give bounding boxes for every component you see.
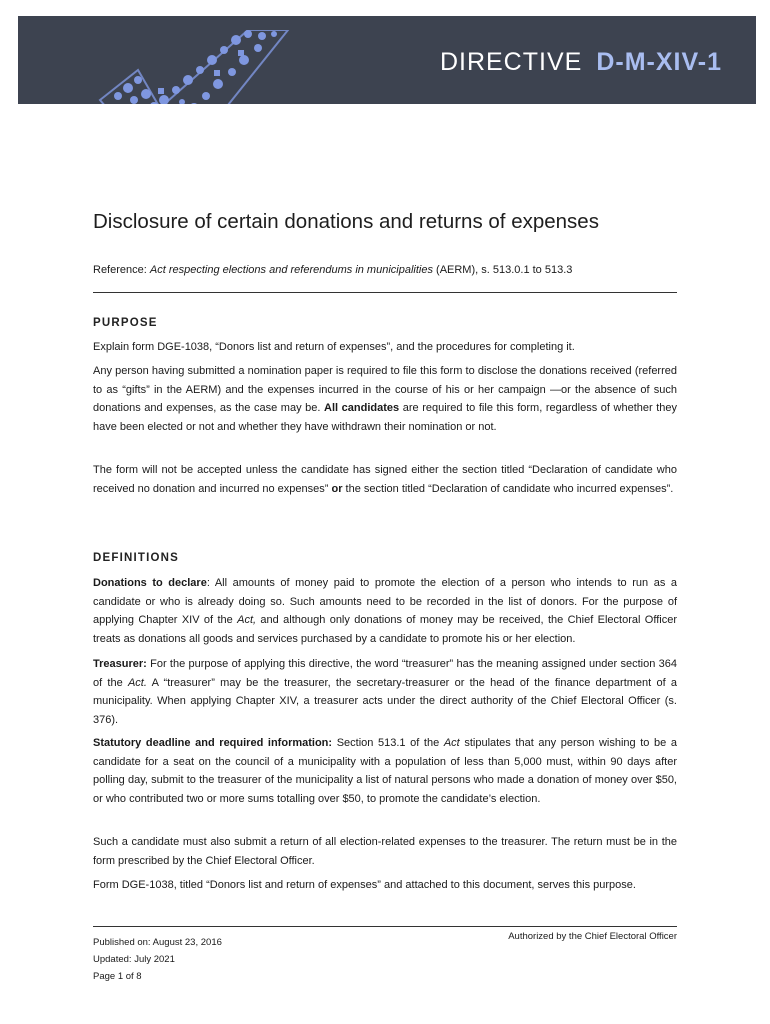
authorization-note: Authorized by the Chief Electoral Officer	[508, 931, 677, 942]
directive-word: DIRECTIVE	[439, 48, 583, 76]
directive-code: D-M-XIV-1	[596, 48, 722, 76]
checkmark-logo-icon	[98, 30, 298, 104]
page-title: Disclosure of certain donations and returns of expenses	[93, 210, 599, 233]
definitions-heading: DEFINITIONS	[93, 552, 180, 564]
directive-heading	[440, 48, 722, 77]
divider	[93, 292, 677, 293]
footer-dates	[93, 934, 222, 968]
definitions-paragraph-return: Such a candidate must also submit a return of all election-related expenses to the treasurer. The return must be in the form prescribed by the Chief Electoral Officer.	[93, 836, 677, 867]
updated-date: Updated: July 2021	[93, 954, 175, 965]
footer-divider	[93, 926, 677, 927]
definition-treasurer: Treasurer: For the purpose of applying this directive, the word “treasurer” has the meaning assigned under section 364 of the Act. A “treasurer” may be the treasurer, the secretary-treasurer or the head of the finance department of a municipality. When applying Chapter XIV, a treasurer acts under the direct authority of the Chief Electoral Officer (s. 376).	[93, 658, 677, 726]
directive-banner	[18, 16, 756, 104]
definition-statutory-deadline: Statutory deadline and required information: Section 513.1 of the Act stipulates that any person wishing to be a candidate for a seat on the council of a municipality with a population of less than 5,000 must, within 90 days after polling day, submit to the treasurer of the municipality a list of natural persons who made a donation of money over $50, or who contributed two or more sums totalling over $50, to promote the candidate’s election.	[93, 737, 677, 805]
published-date: Published on: August 23, 2016	[93, 937, 222, 948]
purpose-heading: PURPOSE	[93, 317, 158, 329]
reference-line: Reference: Act respecting elections and referendums in municipalities (AERM), s. 513.0.1 to 513.3	[93, 264, 573, 276]
purpose-paragraph-1: Explain form DGE-1038, “Donors list and return of expenses”, and the procedures for completing it.	[93, 341, 575, 353]
purpose-paragraph-2: Any person having submitted a nomination paper is required to file this form to disclose the donations received (referred to as “gifts” in the AERM) and the expenses incurred in the course of his or her campaign —or the absence of such donations and expenses, as the case may be. All candidates are required to file this form, regardless of whether they have been elected or not and whether they have withdrawn their nomination or not.	[93, 365, 678, 433]
page-number: Page 1 of 8	[93, 971, 142, 982]
definition-donations: Donations to declare: All amounts of money paid to promote the election of a person who intends to run as a candidate or who is already doing so. Such amounts need to be recorded in the list of donors. For the purpose of applying Chapter XIV of the Act, and although only donations of money may be received, the Chief Electoral Officer treats as donations all goods and services purchased by a candidate to promote his or her election.	[93, 577, 678, 645]
definitions-paragraph-form: Form DGE-1038, titled “Donors list and return of expenses” and attached to this document, serves this purpose.	[93, 879, 636, 891]
purpose-paragraph-3: The form will not be accepted unless the candidate has signed either the section titled “Declaration of candidate who received no donation and incurred no expenses” or the section titled “Declaration of candidate who incurred expenses”.	[93, 464, 677, 495]
